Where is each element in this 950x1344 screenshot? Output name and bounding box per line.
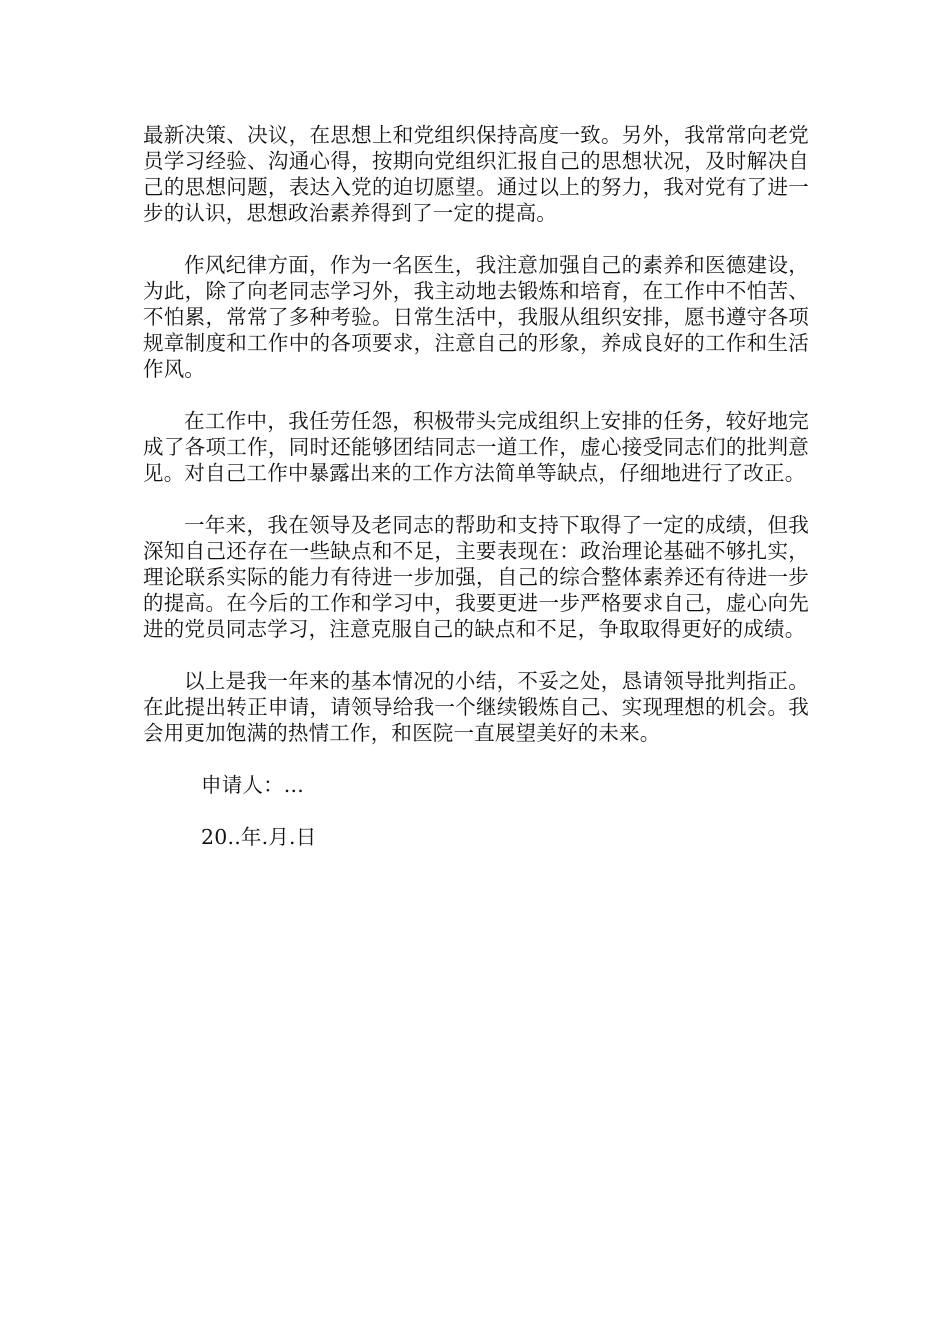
document-date: 20..年.月.日 xyxy=(201,825,317,849)
paragraph-shortcomings: 一年来，我在领导及老同志的帮助和支持下取得了一定的成绩，但我深知自己还存在一些缺点和不足，主要表现在：政治理论基础不够扎实，理论联系实际的能力有待进一步加强，自己的综合整体素养还有待进一步的提高。在今后的工作和学习中，我要更进一步严格要求自己，虚心向先进的党员同志学习，注意克服自己的缺点和不足，争取取得更好的成绩。 xyxy=(143,513,809,641)
paragraph-conclusion: 以上是我一年来的基本情况的小结，不妥之处，恳请领导批判指正。在此提出转正申请，请领导给我一个继续锻炼自己、实现理想的机会。我会用更加饱满的热情工作，和医院一直展望美好的未来。 xyxy=(143,669,809,745)
paragraph-work: 在工作中，我任劳任怨，积极带头完成组织上安排的任务，较好地完成了各项工作，同时还能够团结同志一道工作，虚心接受同志们的批判意见。对自己工作中暴露出来的工作方法简单等缺点，仔细地进行了改正。 xyxy=(143,409,809,485)
applicant-signature: 申请人：... xyxy=(201,773,304,797)
paragraph-discipline: 作风纪律方面，作为一名医生，我注意加强自己的素养和医德建设，为此，除了向老同志学习外，我主动地去锻炼和培育，在工作中不怕苦、不怕累，常常了多种考验。日常生活中，我服从组织安排，愿书遵守各项规章制度和工作中的各项要求，注意自己的形象，养成良好的工作和生活作风。 xyxy=(143,253,809,381)
document-body xyxy=(143,122,809,876)
paragraph-continuation: 最新决策、决议，在思想上和党组织保持高度一致。另外，我常常向老党员学习经验、沟通心得，按期向党组织汇报自己的思想状况，及时解决自己的思想问题，表达入党的迫切愿望。通过以上的努力，我对党有了进一步的认识，思想政治素养得到了一定的提高。 xyxy=(143,123,809,225)
